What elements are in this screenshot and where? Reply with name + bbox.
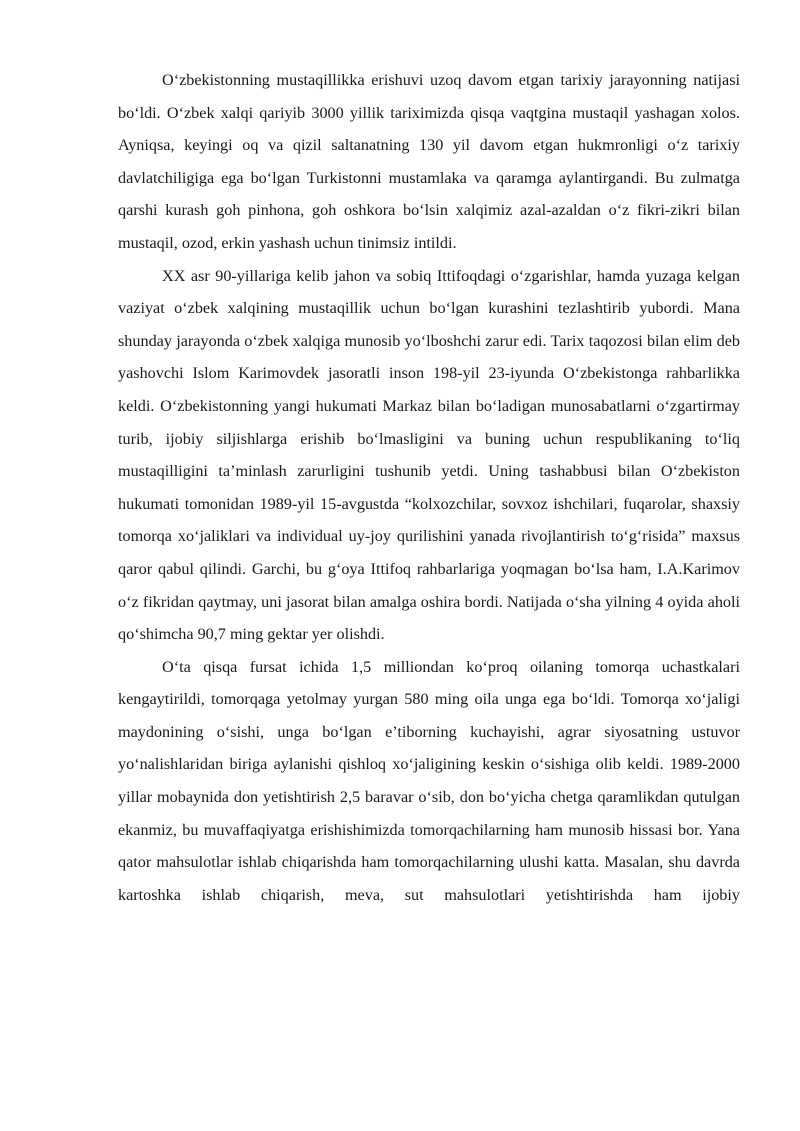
paragraph-household-plots: O‘ta qisqa fursat ichida 1,5 milliondan ko‘proq oilaning tomorqa uchastkalari kengaytirildi, tomorqaga yetolmay yurgan 580 ming oila unga ega bo‘ldi. Tomorqa xo‘jaligi maydonining o‘sishi, unga bo‘lgan e’tiborning kuchayishi, agrar siyosatning ustuvor yo‘nalishlaridan biriga aylanishi qishloq xo‘jaligining keskin o‘sishiga olib keldi. 1989-2000 yillar mobaynida don yetishtirish 2,5 baravar o‘sib, don bo‘yicha chetga qaramlikdan qutulgan ekanmiz, bu muvaffaqiyatga erishishimizda tomorqachilarning ham munosib hissasi bor. Yana qator mahsulotlar ishlab chiqarishda ham tomorqachilarning ulushi katta. Masalan, shu davrda kartoshka ishlab chiqarish, meva, sut mahsulotlari yetishtirishda ham ijobiy bbox=[118, 657, 740, 904]
paragraph-1990s-leadership: XX asr 90-yillariga kelib jahon va sobiq Ittifoqdagi o‘zgarishlar, hamda yuzaga kelgan vaziyat o‘zbek xalqining mustaqillik uchun bo‘lgan kurashini tezlashtirib yubordi. Mana shunday jarayonda o‘zbek xalqiga munosib yo‘lboshchi zarur edi. Tarix taqozosi bilan elim deb yashovchi Islom Karimovdek jasoratli inson 198-yil 23-iyunda O‘zbekistonga rahbarlikka keldi. O‘zbekistonning yangi hukumati Markaz bilan bo‘ladigan munosabatlarni o‘zgartirmay turib, ijobiy siljishlarga erishib bo‘lmasligini va buning uchun respublikaning to‘liq mustaqilligini ta’minlash zarurligini tushunib yetdi. Uning tashabbusi bilan O‘zbekiston hukumati tomonidan 1989-yil 15-avgustda “kolxozchilar, sovxoz ishchilari, fuqarolar, shaxsiy tomorqa xo‘jaliklari va individual uy-joy qurilishini yanada rivojlantirish to‘g‘risida” maxsus qaror qabul qilindi. Garchi, bu g‘oya Ittifoq rahbarlariga yoqmagan bo‘lsa ham, I.A.Karimov o‘z fikridan qaytmay, uni jasorat bilan amalga oshira bordi. Natijada o‘sha yilning 4 oyida aholi qo‘shimcha 90,7 ming gektar yer olishdi. bbox=[118, 266, 740, 644]
document-page bbox=[118, 64, 740, 911]
paragraph-independence-history: O‘zbekistonning mustaqillikka erishuvi uzoq davom etgan tarixiy jarayonning natijasi bo‘ldi. O‘zbek xalqi qariyib 3000 yillik tariximizda qisqa vaqtgina mustaqil yashagan xolos. Ayniqsa, keyingi oq va qizil saltanatning 130 yil davom etgan hukmronligi o‘z tarixiy davlatchiligiga ega bo‘lgan Turkistonni mustamlaka va qaramga aylantirgandi. Bu zulmatga qarshi kurash goh pinhona, goh oshkora bo‘lsin xalqimiz azal-azaldan o‘z fikri-zikri bilan mustaqil, ozod, erkin yashash uchun tinimsiz intildi. bbox=[118, 71, 740, 252]
